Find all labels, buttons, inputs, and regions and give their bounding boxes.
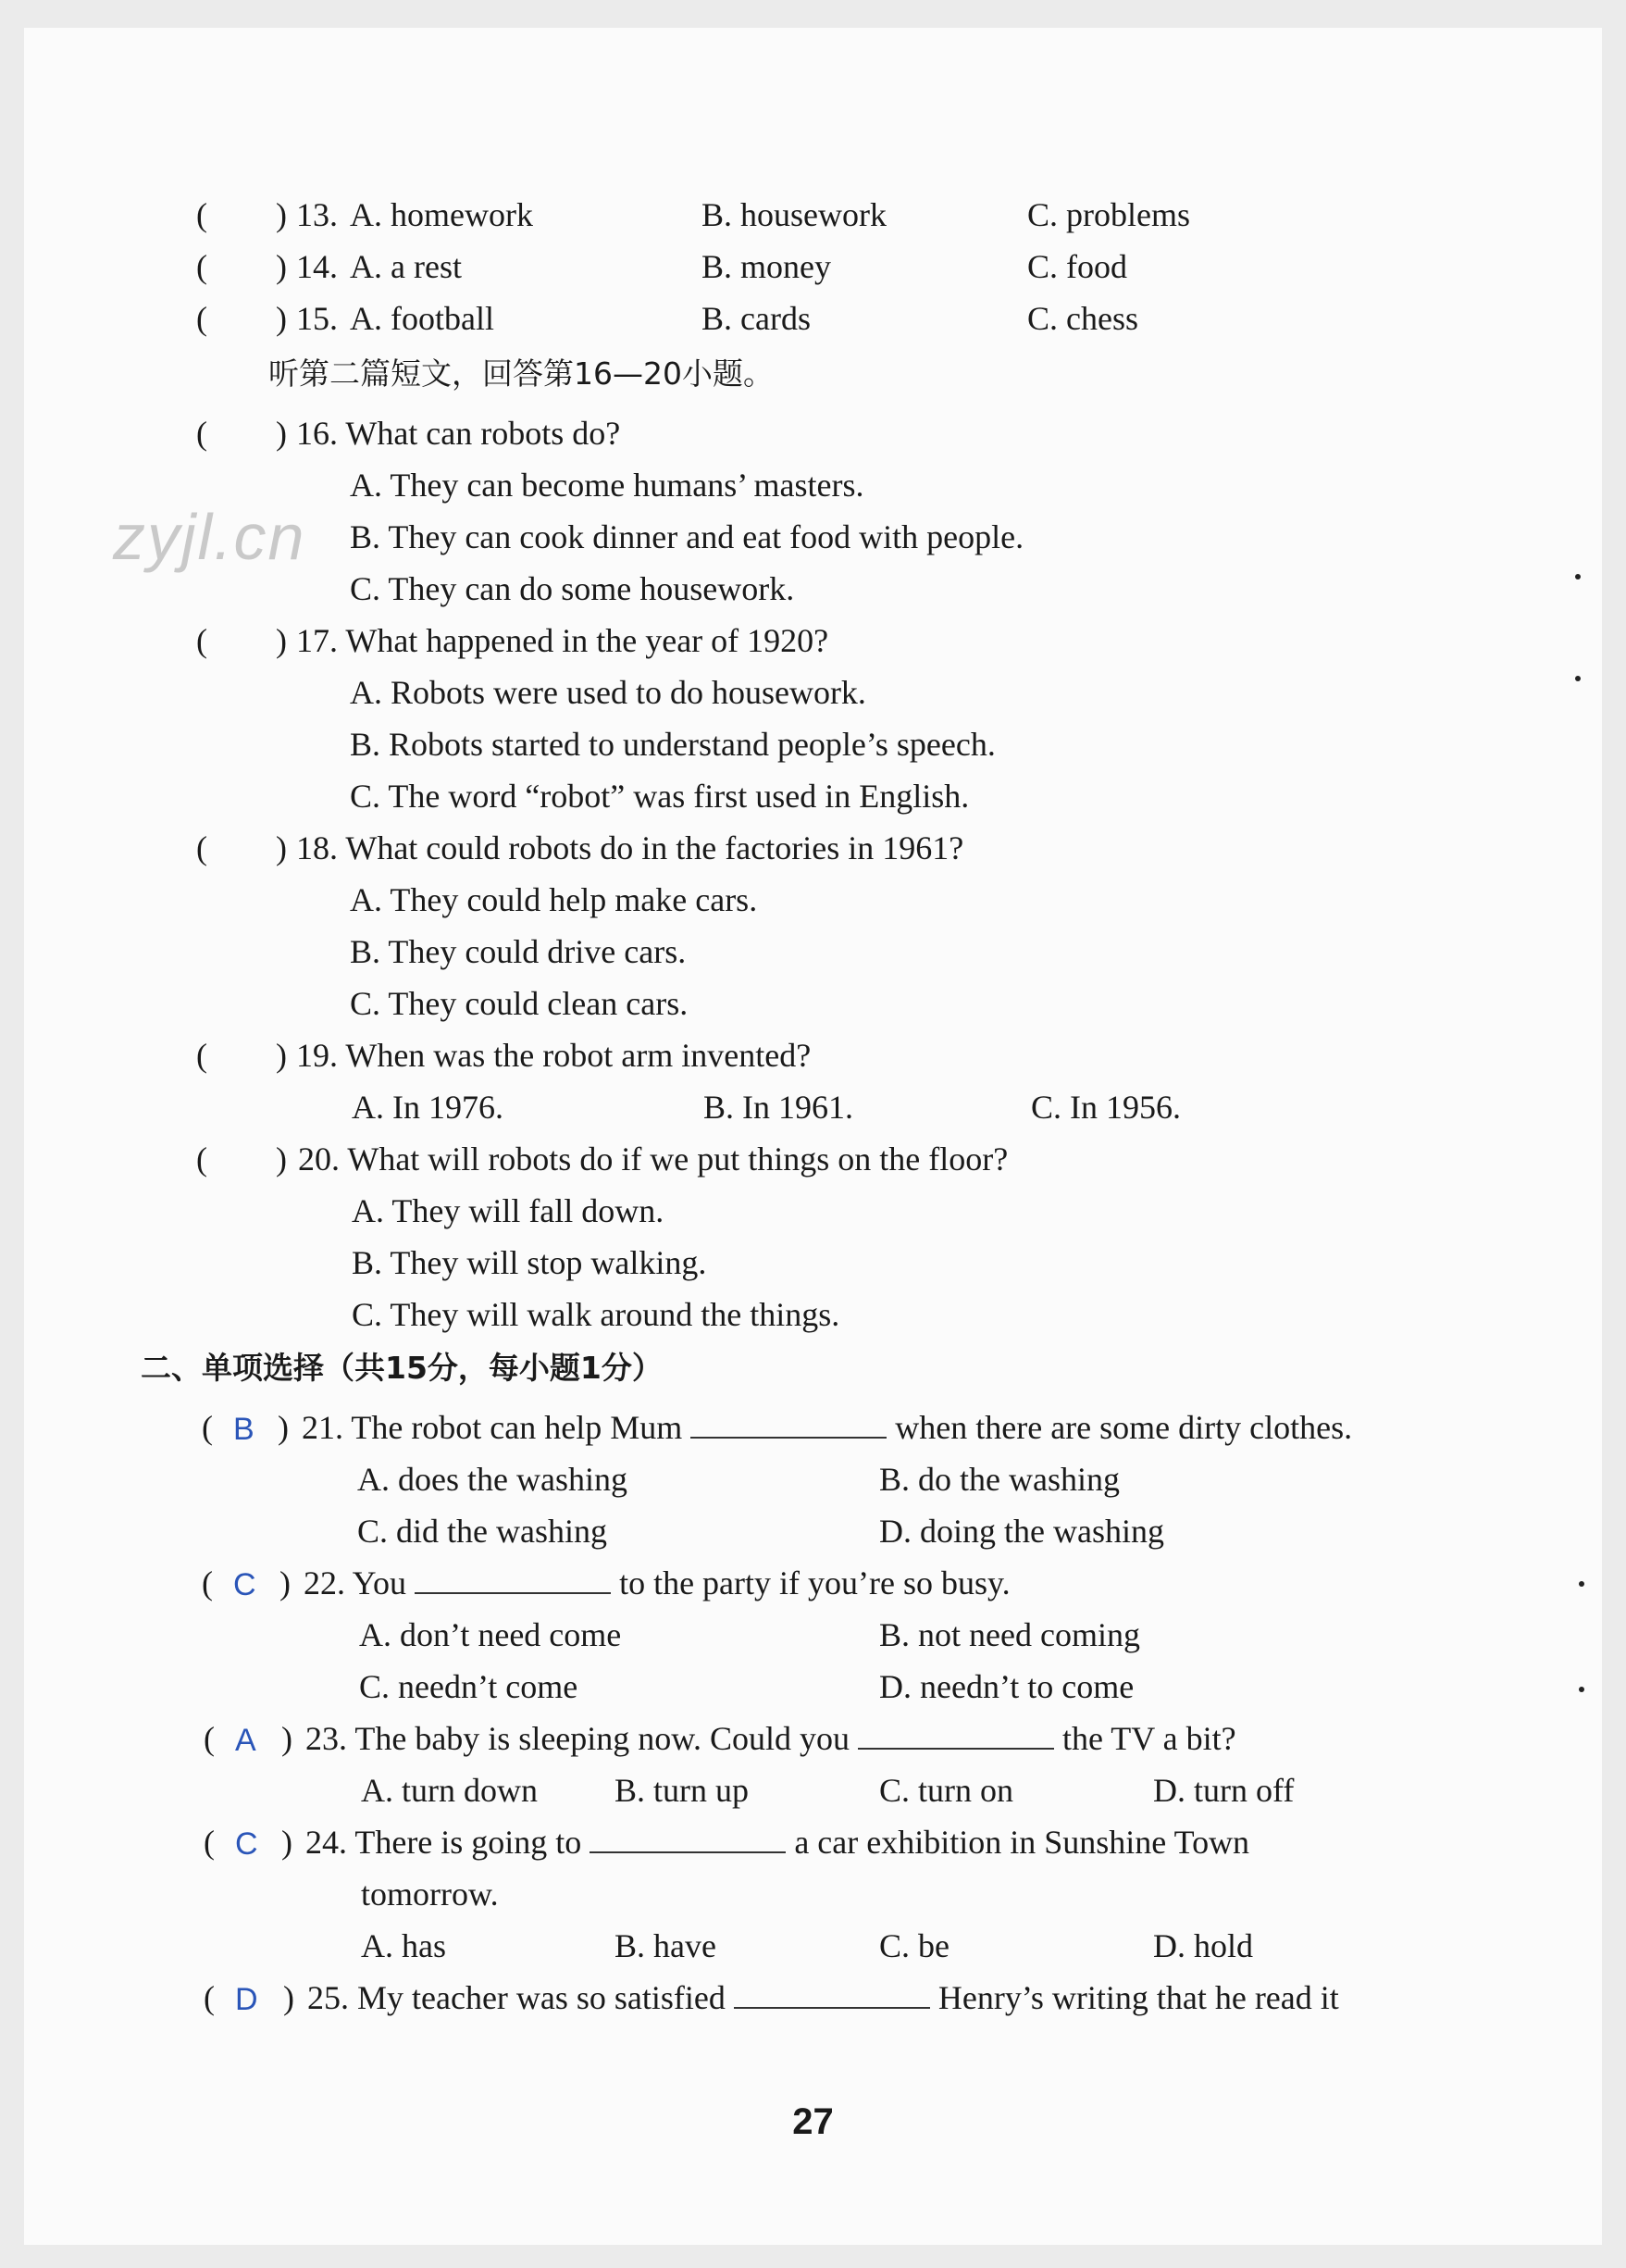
answer-paren: ( [202, 1564, 213, 1601]
q25-stem-post: Henry’s writing that he read it [937, 1979, 1339, 2016]
q16-option-a: A. They can become humans’ masters. [350, 467, 864, 504]
q22-blank [415, 1564, 611, 1594]
q23-option-a: A. turn down [361, 1772, 538, 1809]
watermark: zyjl.cn [113, 501, 306, 573]
q25-answer: D [235, 1982, 258, 2017]
q24-option-b: B. have [614, 1927, 716, 1964]
q22-stem-pre: 22. You [304, 1564, 407, 1601]
q24-stem [305, 1822, 1249, 1863]
q25-stem [307, 1977, 1339, 2018]
answer-paren: ) [281, 1720, 292, 1757]
q15-option-a: A. football [350, 300, 494, 337]
q23-option-b: B. turn up [614, 1772, 750, 1809]
q22-stem [304, 1563, 1011, 1603]
scan-dot [1575, 676, 1581, 681]
scan-dot [1575, 574, 1581, 579]
q13-option-b: B. housework [701, 196, 887, 233]
q23-blank [858, 1720, 1054, 1750]
answer-paren: ( [204, 1824, 215, 1861]
answer-paren: ( [204, 1979, 215, 2016]
q20-option-c: C. They will walk around the things. [352, 1296, 840, 1333]
answer-paren: ) [276, 1037, 287, 1074]
q19-option-c: C. In 1956. [1031, 1089, 1181, 1126]
q22-option-a: A. don’t need come [359, 1616, 622, 1653]
q22-option-c: C. needn’t come [359, 1668, 578, 1705]
q16-stem: 16. What can robots do? [296, 415, 621, 452]
q24-blank [590, 1824, 786, 1853]
answer-paren: ( [196, 1037, 207, 1074]
answer-paren: ( [196, 829, 207, 866]
worksheet-page [24, 28, 1602, 2245]
q22-option-b: B. not need coming [879, 1616, 1140, 1653]
answer-paren: ) [276, 622, 287, 659]
page-number: 27 [792, 2101, 834, 2142]
answer-paren: ( [204, 1720, 215, 1757]
q19-stem: 19. When was the robot arm invented? [296, 1037, 812, 1074]
q14-option-a: A. a rest [350, 248, 462, 285]
q18-stem: 18. What could robots do in the factories in 1961? [296, 829, 964, 866]
q23-option-d: D. turn off [1153, 1772, 1295, 1809]
q24-stem-pre: 24. There is going to [305, 1824, 582, 1861]
answer-paren: ) [276, 248, 287, 285]
q20-option-b: B. They will stop walking. [352, 1244, 707, 1281]
answer-paren: ) [283, 1979, 294, 2016]
q13-option-a: A. homework [350, 196, 533, 233]
q21-option-b: B. do the washing [879, 1461, 1120, 1498]
q23-answer: A [235, 1723, 256, 1758]
q14-number: 14. [296, 248, 338, 285]
q18-option-c: C. They could clean cars. [350, 985, 689, 1022]
q17-option-a: A. Robots were used to do housework. [350, 674, 866, 711]
q15-option-c: C. chess [1027, 300, 1138, 337]
q17-stem: 17. What happened in the year of 1920? [296, 622, 829, 659]
answer-paren: ) [281, 1824, 292, 1861]
q22-option-d: D. needn’t to come [879, 1668, 1135, 1705]
q20-option-a: A. They will fall down. [352, 1192, 664, 1229]
q13-option-c: C. problems [1027, 196, 1190, 233]
answer-paren: ( [196, 300, 207, 337]
q16-option-c: C. They can do some housework. [350, 570, 795, 607]
q24-answer: C [235, 1826, 258, 1862]
answer-paren: ) [276, 415, 287, 452]
q23-stem-pre: 23. The baby is sleeping now. Could you [305, 1720, 850, 1757]
q19-option-b: B. In 1961. [703, 1089, 853, 1126]
q13-number: 13. [296, 196, 338, 233]
q15-option-b: B. cards [701, 300, 811, 337]
q22-answer: C [233, 1567, 256, 1602]
q24-option-a: A. has [361, 1927, 446, 1964]
q14-option-c: C. food [1027, 248, 1127, 285]
answer-paren: ) [276, 829, 287, 866]
q20-stem: 20. What will robots do if we put things on the floor? [298, 1140, 1009, 1178]
section2-heading: 二、单项选择（共15分，每小题1分） [141, 1350, 663, 1386]
q15-number: 15. [296, 300, 338, 337]
q21-option-c: C. did the washing [357, 1513, 607, 1550]
answer-paren: ) [276, 300, 287, 337]
q21-stem-pre: 21. The robot can help Mum [302, 1409, 683, 1446]
answer-paren: ) [276, 1140, 287, 1178]
q25-blank [734, 1979, 930, 2009]
scan-dot [1579, 1687, 1584, 1692]
q23-stem-post: the TV a bit? [1061, 1720, 1236, 1757]
answer-paren: ( [196, 622, 207, 659]
q24-stem-continued: tomorrow. [361, 1875, 499, 1913]
q21-option-a: A. does the washing [357, 1461, 627, 1498]
q24-option-d: D. hold [1153, 1927, 1253, 1964]
q17-option-c: C. The word “robot” was first used in English. [350, 778, 970, 815]
answer-paren: ( [196, 1140, 207, 1178]
q16-option-b: B. They can cook dinner and eat food with people. [350, 518, 1024, 555]
q24-stem-post: a car exhibition in Sunshine Town [794, 1824, 1250, 1861]
q14-option-b: B. money [701, 248, 831, 285]
q18-option-a: A. They could help make cars. [350, 881, 758, 918]
answer-paren: ) [279, 1564, 291, 1601]
q21-option-d: D. doing the washing [879, 1513, 1164, 1550]
answer-paren: ( [196, 196, 207, 233]
q24-option-c: C. be [879, 1927, 950, 1964]
q22-stem-post: to the party if you’re so busy. [619, 1564, 1011, 1601]
q17-option-b: B. Robots started to understand people’s speech. [350, 726, 996, 763]
q23-option-c: C. turn on [879, 1772, 1014, 1809]
answer-paren: ( [196, 415, 207, 452]
q21-answer: B [233, 1412, 254, 1447]
q19-option-a: A. In 1976. [352, 1089, 503, 1126]
q21-blank [690, 1409, 887, 1439]
q21-stem-post: when there are some dirty clothes. [895, 1409, 1353, 1446]
answer-paren: ( [196, 248, 207, 285]
q21-stem [302, 1407, 1352, 1448]
answer-paren: ) [278, 1409, 289, 1446]
answer-paren: ( [202, 1409, 213, 1446]
answer-paren: ) [276, 196, 287, 233]
passage2-instruction: 听第二篇短文，回答第16—20小题。 [268, 355, 774, 392]
q23-stem [305, 1718, 1236, 1759]
q25-stem-pre: 25. My teacher was so satisfied [307, 1979, 726, 2016]
scan-dot [1579, 1581, 1584, 1587]
q18-option-b: B. They could drive cars. [350, 933, 687, 970]
